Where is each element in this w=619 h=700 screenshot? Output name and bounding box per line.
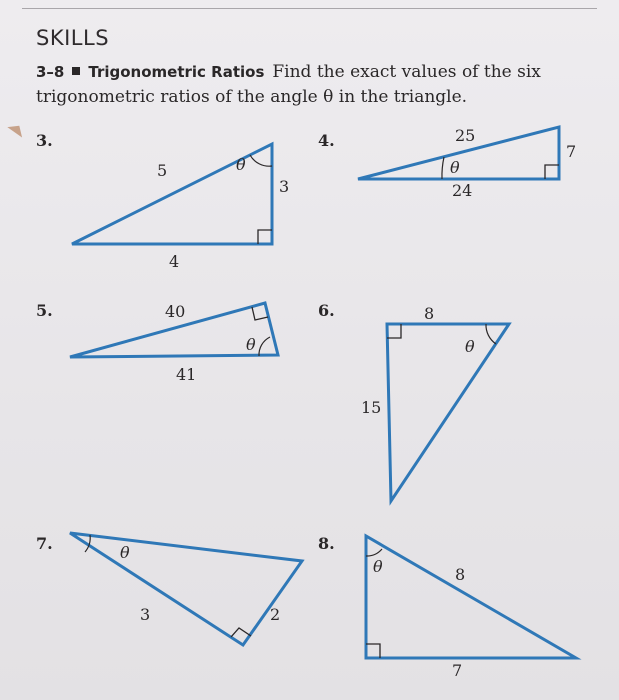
triangle-6-label-left: 15 <box>361 398 382 417</box>
problem-number-4: 4. <box>318 131 335 150</box>
triangle-7-shape <box>70 533 302 645</box>
triangle-7-theta: θ <box>120 543 130 562</box>
triangle-5-angle-arc <box>259 337 270 356</box>
instruction-line-2: trigonometric ratios of the angle θ in the triangle. <box>36 87 468 107</box>
section-range: 3–8 <box>36 63 65 81</box>
triangle-4-theta: θ <box>450 158 460 177</box>
triangle-5-label-hyp: 41 <box>176 365 197 384</box>
triangle-7 <box>70 533 302 645</box>
problem-number-3: 3. <box>36 131 53 150</box>
triangle-3-theta: θ <box>236 155 246 174</box>
triangle-3-angle-arc <box>250 155 272 166</box>
triangle-4-label-base: 24 <box>452 181 473 200</box>
triangle-6-label-top: 8 <box>424 304 435 323</box>
triangle-4-label-hyp: 25 <box>455 126 476 145</box>
triangle-8-label-base: 7 <box>452 661 463 680</box>
triangle-3-label-base: 4 <box>169 252 180 271</box>
triangle-5-theta: θ <box>246 335 256 354</box>
problem-number-6: 6. <box>318 301 335 320</box>
triangle-6-theta: θ <box>465 337 475 356</box>
triangle-5-label-leg: 40 <box>165 302 186 321</box>
triangle-3-label-side: 3 <box>279 177 290 196</box>
triangle-7-label-a: 3 <box>140 605 151 624</box>
instruction-line-1: Find the exact values of the six <box>272 62 541 82</box>
triangle-8-angle-arc <box>366 549 382 556</box>
heading-title: Trigonometric Ratios <box>88 63 265 81</box>
triangle-8-label-hyp: 8 <box>455 565 466 584</box>
triangle-7-label-b: 2 <box>270 605 281 624</box>
problem-number-5: 5. <box>36 301 53 320</box>
section-title: SKILLS <box>36 26 110 50</box>
triangle-6-shape <box>387 324 509 501</box>
triangle-8-theta: θ <box>373 557 383 576</box>
triangle-8-right-angle <box>366 644 380 658</box>
triangle-8 <box>366 536 576 680</box>
triangle-8-shape <box>366 536 576 658</box>
triangle-6-right-angle <box>387 324 401 338</box>
triangle-4 <box>358 126 576 200</box>
problem-number-8: 8. <box>318 534 335 553</box>
triangle-5 <box>70 302 278 384</box>
problem-number-7: 7. <box>36 534 53 553</box>
triangle-4-label-side: 7 <box>566 142 577 161</box>
triangle-3-right-angle <box>258 230 272 244</box>
triangle-6 <box>361 304 509 501</box>
triangle-4-angle-arc <box>442 157 444 179</box>
triangle-3 <box>72 144 289 271</box>
triangle-4-right-angle <box>545 165 559 179</box>
triangle-6-angle-arc <box>486 324 496 344</box>
triangle-3-label-hyp: 5 <box>157 161 168 180</box>
